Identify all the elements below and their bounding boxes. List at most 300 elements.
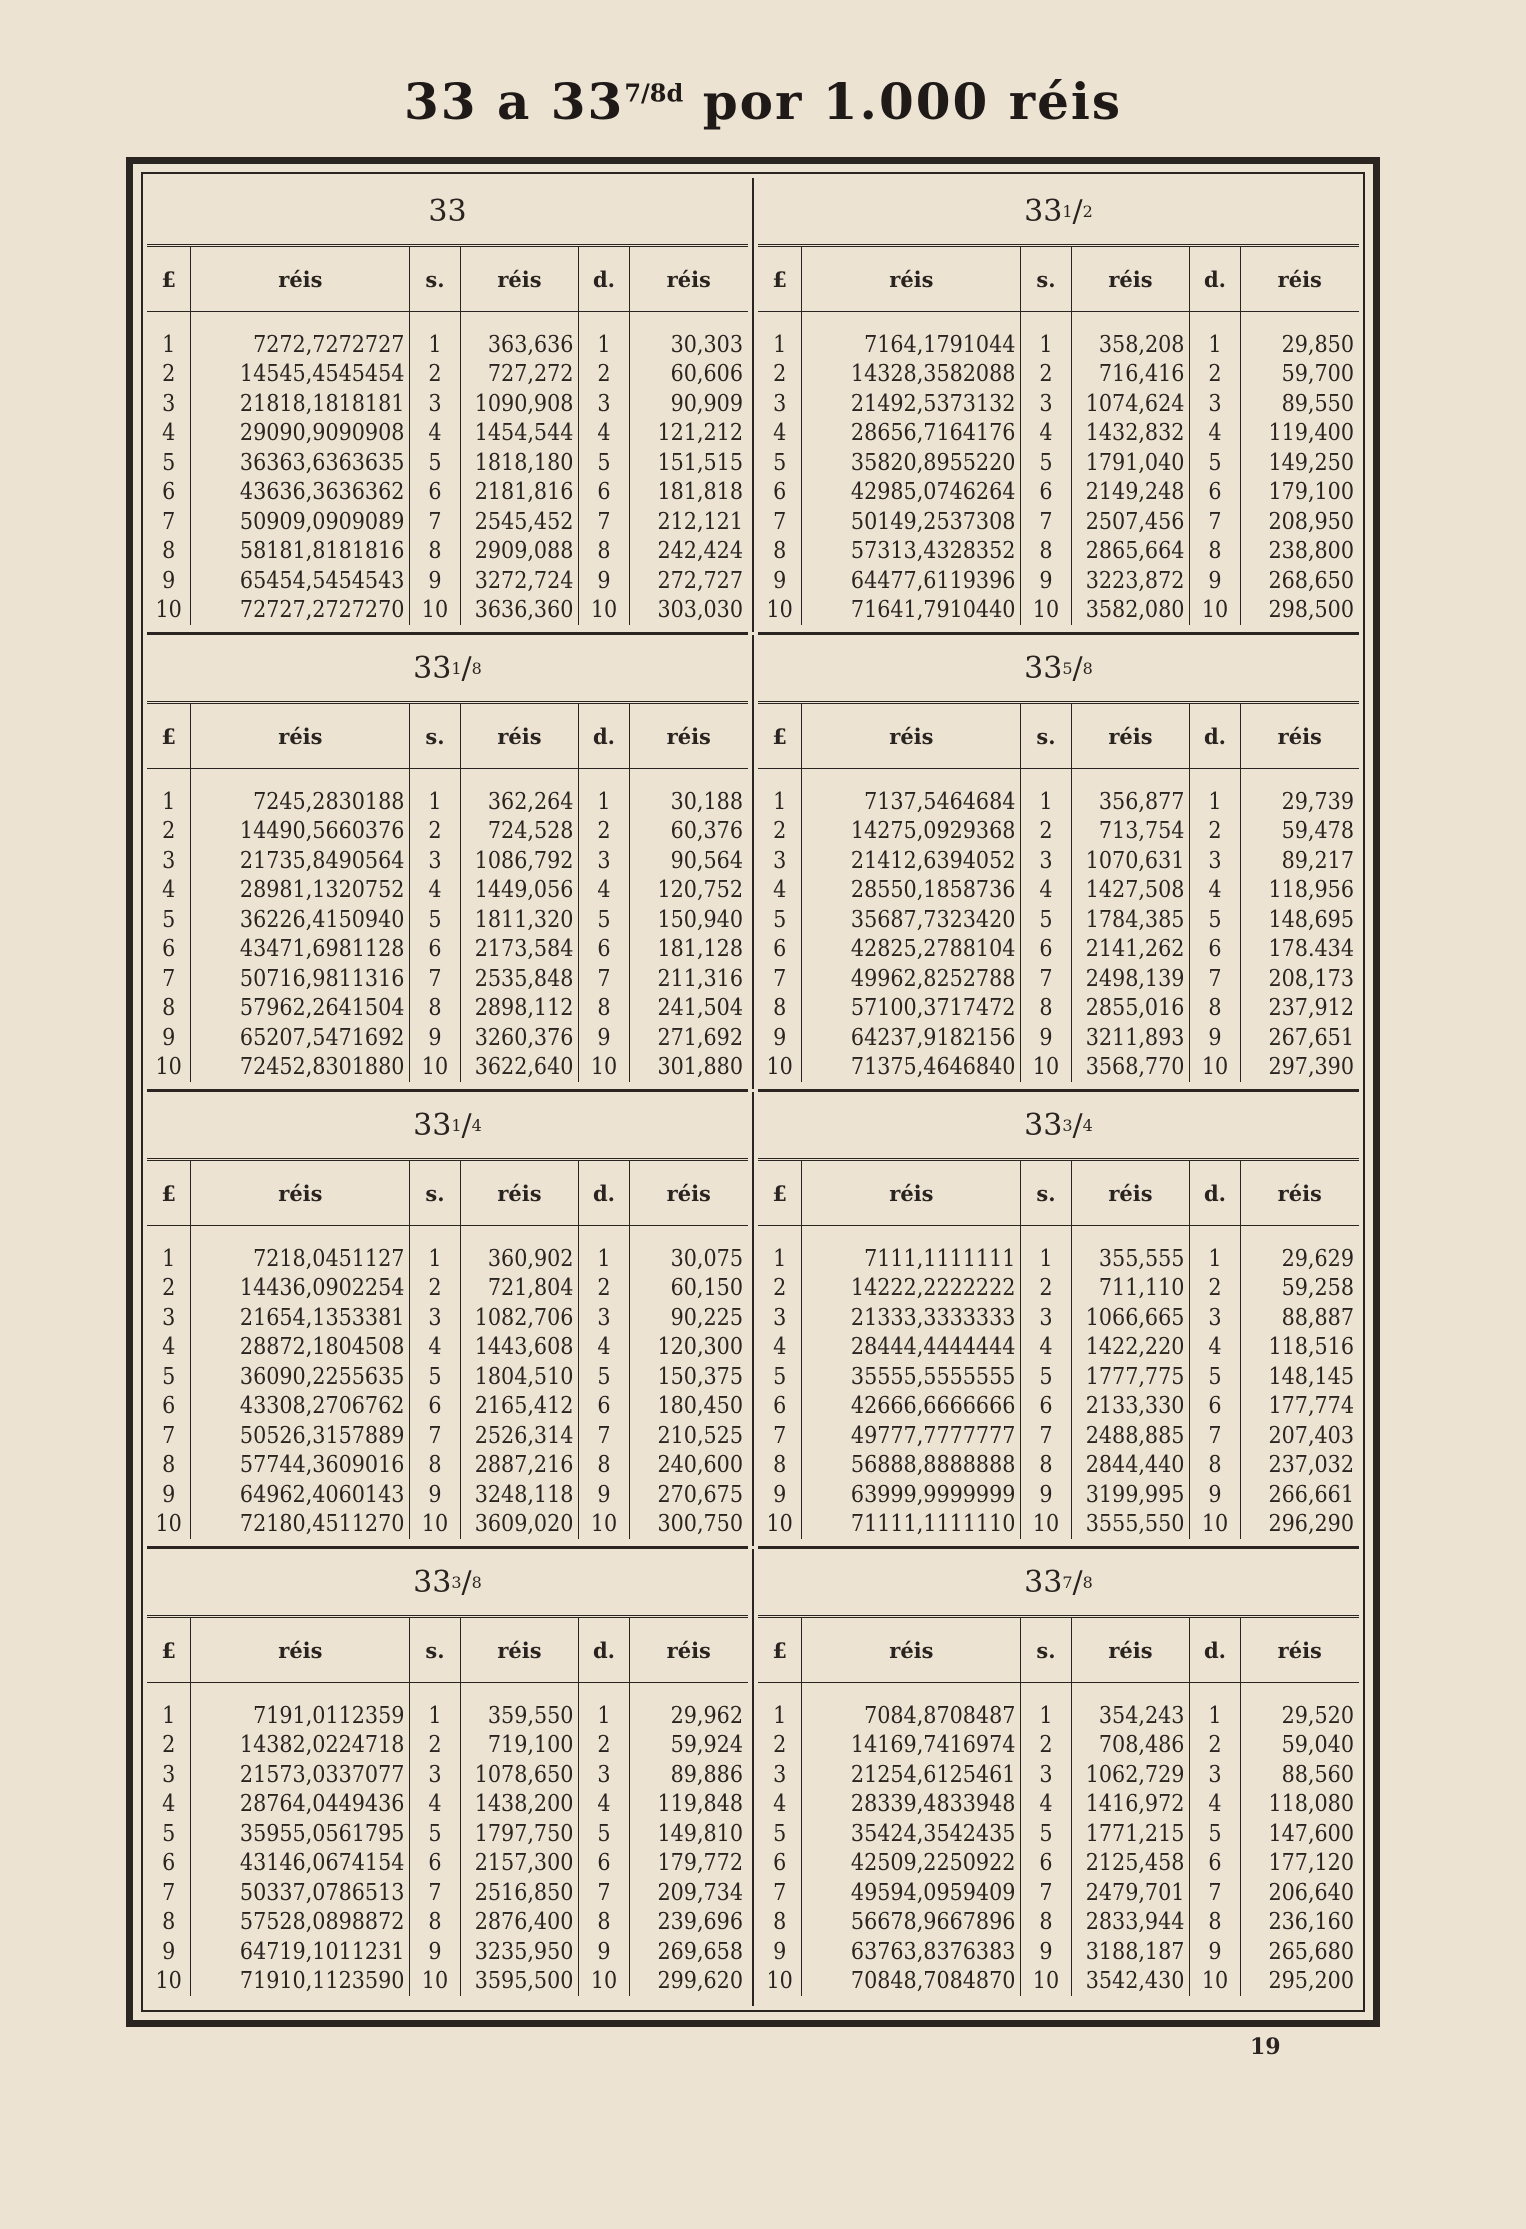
pence-count: 3	[579, 846, 629, 876]
table-row	[758, 905, 1359, 935]
pound-value: 64477,6119396	[802, 566, 1021, 596]
pound-count: 5	[758, 448, 802, 478]
table-row	[758, 1362, 1359, 1392]
table-row	[147, 1683, 748, 1731]
pence-value: 59,040	[1281, 1732, 1354, 1759]
reis-header: réis	[629, 704, 748, 769]
shilling-count: 7	[410, 1878, 460, 1908]
pound-value: 35955,0561795	[191, 1819, 410, 1849]
shilling-value: 3260,376	[460, 1023, 579, 1053]
rate-value: 33	[1024, 650, 1063, 686]
table-row	[147, 1819, 748, 1849]
pence-value: 241,504	[657, 995, 743, 1022]
table-row	[758, 1226, 1359, 1274]
pence-count: 1	[579, 1683, 629, 1731]
pound-count: 8	[758, 537, 802, 567]
table-row	[147, 1226, 748, 1274]
pound-value: 14545,4545454	[191, 360, 410, 390]
pound-count: 2	[758, 817, 802, 847]
pence-value: 29,850	[1281, 331, 1354, 358]
shilling-count: 7	[410, 1421, 460, 1451]
table-row	[147, 817, 748, 847]
table-row	[758, 1480, 1359, 1510]
rate-value: 33	[413, 1107, 452, 1143]
pound-count: 7	[758, 964, 802, 994]
shilling-header: s.	[410, 247, 460, 312]
pound-value: 21333,3333333	[802, 1303, 1021, 1333]
rate-heading	[758, 178, 1359, 247]
pound-count: 3	[147, 1303, 191, 1333]
shilling-value: 3272,724	[460, 566, 579, 596]
table-row	[758, 1937, 1359, 1967]
pence-count: 3	[579, 1303, 629, 1333]
table-row	[758, 1274, 1359, 1304]
pence-count: 5	[579, 1819, 629, 1849]
pound-value: 71375,4646840	[802, 1053, 1021, 1083]
shilling-count: 6	[410, 935, 460, 965]
pence-count: 8	[1190, 1451, 1240, 1481]
pence-count: 9	[579, 1023, 629, 1053]
shilling-value: 355,555	[1071, 1226, 1190, 1274]
reis-header: réis	[460, 704, 579, 769]
shilling-count: 2	[1021, 1731, 1071, 1761]
rate-fraction: 1	[451, 1115, 462, 1135]
pence-value: 149,810	[657, 1820, 743, 1847]
pound-value: 35687,7323420	[802, 905, 1021, 935]
shilling-value: 3582,080	[1071, 596, 1190, 626]
pence-count: 5	[1190, 1362, 1240, 1392]
pound-value: 72452,8301880	[191, 1053, 410, 1083]
shilling-value: 1090,908	[460, 389, 579, 419]
shilling-count: 2	[1021, 817, 1071, 847]
pound-count: 6	[758, 1849, 802, 1879]
pence-value: 90,225	[670, 1304, 743, 1331]
pence-count: 1	[579, 312, 629, 360]
shilling-value: 721,804	[460, 1274, 579, 1304]
pence-count: 2	[1190, 1274, 1240, 1304]
shilling-value: 716,416	[1071, 360, 1190, 390]
pound-count: 8	[147, 1451, 191, 1481]
shilling-value: 1086,792	[460, 846, 579, 876]
shilling-count: 6	[410, 478, 460, 508]
table-row	[147, 1967, 748, 1997]
shilling-value: 1416,972	[1071, 1790, 1190, 1820]
pound-value: 64719,1011231	[191, 1937, 410, 1967]
reis-header: réis	[1240, 247, 1359, 312]
pound-value: 70848,7084870	[802, 1967, 1021, 1997]
rate-fraction-slash: /	[461, 1564, 472, 1600]
pence-header: d.	[579, 247, 629, 312]
table-row	[758, 1760, 1359, 1790]
pound-value: 28872,1804508	[191, 1333, 410, 1363]
table-row	[147, 1849, 748, 1879]
pound-count: 1	[758, 312, 802, 360]
pence-header: d.	[1190, 1618, 1240, 1683]
table-row	[147, 1451, 748, 1481]
shilling-value: 1784,385	[1071, 905, 1190, 935]
table-row	[758, 1053, 1359, 1083]
shilling-count: 4	[1021, 419, 1071, 449]
pence-value: 90,564	[670, 847, 743, 874]
pence-count: 7	[1190, 1878, 1240, 1908]
pence-value: 120,300	[657, 1334, 743, 1361]
shilling-count: 1	[410, 769, 460, 817]
shilling-count: 1	[410, 1683, 460, 1731]
pound-value: 14169,7416974	[802, 1731, 1021, 1761]
pence-count: 5	[1190, 448, 1240, 478]
pound-count: 7	[147, 1421, 191, 1451]
reis-header: réis	[1071, 704, 1190, 769]
table-row	[147, 448, 748, 478]
rate-fraction-slash: /	[1072, 193, 1083, 229]
shilling-value: 1797,750	[460, 1819, 579, 1849]
pence-count: 7	[579, 1878, 629, 1908]
shilling-header: s.	[1021, 704, 1071, 769]
reis-header: réis	[191, 1618, 410, 1683]
pound-count: 8	[758, 994, 802, 1024]
pence-header: d.	[579, 1161, 629, 1226]
pence-value: 267,651	[1268, 1024, 1354, 1051]
pence-count: 7	[1190, 507, 1240, 537]
pound-value: 21412,6394052	[802, 846, 1021, 876]
shilling-value: 711,110	[1071, 1274, 1190, 1304]
table-row	[758, 448, 1359, 478]
pence-value: 60,606	[670, 361, 743, 388]
conversion-table	[147, 1161, 748, 1539]
pence-value: 177,120	[1268, 1850, 1354, 1877]
pound-value: 64237,9182156	[802, 1023, 1021, 1053]
pence-header: d.	[579, 704, 629, 769]
pound-count: 2	[147, 1731, 191, 1761]
pound-value: 7111,1111111	[802, 1226, 1021, 1274]
pence-count: 8	[579, 537, 629, 567]
shilling-value: 356,877	[1071, 769, 1190, 817]
rate-fraction-slash: /	[1072, 1107, 1083, 1143]
pound-value: 36226,4150940	[191, 905, 410, 935]
shilling-value: 1432,832	[1071, 419, 1190, 449]
pound-count: 7	[147, 964, 191, 994]
pence-count: 3	[579, 1760, 629, 1790]
pound-value: 72180,4511270	[191, 1510, 410, 1540]
pence-count: 10	[579, 1967, 629, 1997]
pence-value: 150,375	[657, 1363, 743, 1390]
table-row	[758, 537, 1359, 567]
table-row	[147, 1908, 748, 1938]
pound-count: 9	[758, 1023, 802, 1053]
table-row	[147, 1421, 748, 1451]
table-row	[147, 1878, 748, 1908]
rate-fraction: 1	[451, 658, 462, 678]
pound-count: 5	[758, 1819, 802, 1849]
pound-count: 10	[147, 596, 191, 626]
pence-value: 268,650	[1268, 567, 1354, 594]
rate-fraction-denominator: 4	[1082, 1115, 1093, 1135]
shilling-count: 1	[1021, 769, 1071, 817]
table-row	[147, 1362, 748, 1392]
pound-count: 7	[758, 1878, 802, 1908]
rate-block	[147, 1092, 748, 1549]
shilling-value: 1818,180	[460, 448, 579, 478]
reis-header: réis	[1071, 247, 1190, 312]
table-row	[147, 419, 748, 449]
shilling-value: 3555,550	[1071, 1510, 1190, 1540]
pence-header: d.	[1190, 1161, 1240, 1226]
shilling-count: 10	[1021, 1053, 1071, 1083]
shilling-value: 1062,729	[1071, 1760, 1190, 1790]
pence-count: 8	[1190, 1908, 1240, 1938]
pence-count: 8	[579, 994, 629, 1024]
pence-count: 6	[579, 478, 629, 508]
pence-value: 237,912	[1268, 995, 1354, 1022]
pence-count: 6	[1190, 935, 1240, 965]
shilling-value: 3609,020	[460, 1510, 579, 1540]
pence-count: 2	[579, 1731, 629, 1761]
pound-count: 7	[147, 1878, 191, 1908]
pound-value: 7164,1791044	[802, 312, 1021, 360]
pence-count: 2	[1190, 817, 1240, 847]
pence-value: 89,886	[670, 1761, 743, 1788]
pence-value: 237,032	[1268, 1452, 1354, 1479]
pence-count: 7	[1190, 964, 1240, 994]
pence-count: 5	[1190, 905, 1240, 935]
shilling-count: 10	[410, 596, 460, 626]
table-row	[147, 964, 748, 994]
rate-value: 33	[428, 193, 467, 229]
pence-count: 1	[579, 1226, 629, 1274]
column-divider	[752, 1549, 754, 2006]
reis-header: réis	[1240, 1161, 1359, 1226]
pence-count: 10	[1190, 1967, 1240, 1997]
pound-value: 36363,6363635	[191, 448, 410, 478]
shilling-count: 9	[1021, 1023, 1071, 1053]
shilling-count: 3	[1021, 389, 1071, 419]
conversion-table	[758, 1161, 1359, 1539]
pound-count: 10	[758, 596, 802, 626]
pence-value: 147,600	[1268, 1820, 1354, 1847]
shilling-value: 3248,118	[460, 1480, 579, 1510]
pence-value: 295,200	[1268, 1968, 1354, 1995]
conversion-table	[758, 1618, 1359, 1996]
shilling-count: 10	[1021, 1510, 1071, 1540]
rate-fraction-slash: /	[1072, 1564, 1083, 1600]
reis-header: réis	[802, 704, 1021, 769]
pound-header: £	[147, 1161, 191, 1226]
pound-value: 72727,2727270	[191, 596, 410, 626]
shilling-value: 3595,500	[460, 1967, 579, 1997]
shilling-count: 5	[1021, 448, 1071, 478]
shilling-count: 4	[410, 1790, 460, 1820]
pound-count: 9	[147, 1937, 191, 1967]
pound-count: 3	[758, 389, 802, 419]
pound-count: 3	[758, 1760, 802, 1790]
column-divider	[752, 178, 754, 632]
pound-value: 29090,9090908	[191, 419, 410, 449]
shilling-count: 5	[410, 1362, 460, 1392]
table-row	[758, 1731, 1359, 1761]
shilling-value: 3542,430	[1071, 1967, 1190, 1997]
pound-count: 9	[147, 1480, 191, 1510]
pound-value: 58181,8181816	[191, 537, 410, 567]
rate-fraction: 3	[1062, 1115, 1073, 1135]
pence-value: 120,752	[657, 877, 743, 904]
rate-fraction-denominator: 8	[1082, 1572, 1093, 1592]
pound-value: 28339,4833948	[802, 1790, 1021, 1820]
rate-block	[147, 1549, 748, 2006]
page-title	[0, 72, 1526, 131]
pound-count: 4	[147, 1790, 191, 1820]
pound-count: 3	[147, 846, 191, 876]
conversion-grid	[147, 178, 1359, 2006]
pence-count: 5	[579, 448, 629, 478]
rate-value: 33	[1024, 1107, 1063, 1143]
shilling-value: 2865,664	[1071, 537, 1190, 567]
shilling-count: 6	[1021, 478, 1071, 508]
pound-count: 3	[147, 389, 191, 419]
pound-count: 1	[147, 1683, 191, 1731]
pence-count: 2	[579, 360, 629, 390]
pound-value: 14490,5660376	[191, 817, 410, 847]
pound-value: 7191,0112359	[191, 1683, 410, 1731]
pound-value: 35424,3542435	[802, 1819, 1021, 1849]
shilling-value: 2479,701	[1071, 1878, 1190, 1908]
shilling-header: s.	[410, 1618, 460, 1683]
pence-value: 59,258	[1281, 1275, 1354, 1302]
conversion-table	[758, 704, 1359, 1082]
shilling-count: 4	[410, 419, 460, 449]
table-row	[758, 1303, 1359, 1333]
shilling-count: 2	[410, 360, 460, 390]
table-row	[758, 1510, 1359, 1540]
shilling-value: 2516,850	[460, 1878, 579, 1908]
shilling-count: 7	[1021, 1878, 1071, 1908]
pence-value: 206,640	[1268, 1879, 1354, 1906]
shilling-count: 2	[410, 1731, 460, 1761]
reis-header: réis	[460, 1618, 579, 1683]
shilling-value: 3211,893	[1071, 1023, 1190, 1053]
pound-header: £	[758, 1161, 802, 1226]
pence-count: 1	[1190, 769, 1240, 817]
pence-value: 89,217	[1281, 847, 1354, 874]
rate-fraction-slash: /	[461, 1107, 472, 1143]
pence-value: 59,700	[1281, 361, 1354, 388]
pound-count: 9	[758, 1937, 802, 1967]
shilling-count: 1	[410, 312, 460, 360]
pence-count: 9	[1190, 1023, 1240, 1053]
reis-header: réis	[460, 1161, 579, 1226]
pence-header: d.	[1190, 704, 1240, 769]
pound-count: 5	[147, 905, 191, 935]
pound-header: £	[758, 704, 802, 769]
pound-header: £	[758, 1618, 802, 1683]
pound-count: 4	[758, 1790, 802, 1820]
pence-count: 6	[1190, 1392, 1240, 1422]
pound-count: 2	[758, 1731, 802, 1761]
pence-count: 10	[579, 1510, 629, 1540]
pound-count: 7	[758, 507, 802, 537]
shilling-value: 2855,016	[1071, 994, 1190, 1024]
table-row	[758, 846, 1359, 876]
pence-count: 4	[579, 1790, 629, 1820]
shilling-count: 5	[1021, 1819, 1071, 1849]
table-row	[758, 1878, 1359, 1908]
shilling-value: 1804,510	[460, 1362, 579, 1392]
shilling-count: 8	[410, 537, 460, 567]
shilling-count: 1	[1021, 1683, 1071, 1731]
pence-count: 9	[579, 566, 629, 596]
pence-value: 121,212	[657, 420, 743, 447]
shilling-count: 10	[1021, 1967, 1071, 1997]
pence-count: 7	[1190, 1421, 1240, 1451]
pound-count: 1	[147, 1226, 191, 1274]
rate-heading	[758, 1549, 1359, 1618]
table-row	[147, 935, 748, 965]
pound-value: 57528,0898872	[191, 1908, 410, 1938]
shilling-count: 2	[1021, 1274, 1071, 1304]
rate-fraction-denominator: 8	[471, 1572, 482, 1592]
table-row	[758, 1967, 1359, 1997]
rate-fraction-slash: /	[461, 650, 472, 686]
page-number: 19	[1250, 2034, 1281, 2060]
rate-fraction: 7	[1062, 1572, 1073, 1592]
table-row	[758, 1849, 1359, 1879]
pence-value: 271,692	[657, 1024, 743, 1051]
pence-count: 4	[1190, 876, 1240, 906]
pound-count: 10	[758, 1053, 802, 1083]
table-row	[758, 964, 1359, 994]
pence-count: 3	[1190, 1760, 1240, 1790]
pound-value: 71641,7910440	[802, 596, 1021, 626]
pound-count: 6	[147, 935, 191, 965]
table-row	[147, 1480, 748, 1510]
shilling-count: 8	[1021, 1451, 1071, 1481]
shilling-count: 10	[410, 1053, 460, 1083]
pound-count: 9	[147, 1023, 191, 1053]
pound-value: 71910,1123590	[191, 1967, 410, 1997]
pence-count: 1	[1190, 312, 1240, 360]
shilling-value: 2844,440	[1071, 1451, 1190, 1481]
shilling-value: 1066,665	[1071, 1303, 1190, 1333]
pence-count: 2	[1190, 360, 1240, 390]
table-row	[147, 1760, 748, 1790]
shilling-count: 3	[410, 1760, 460, 1790]
table-row	[147, 769, 748, 817]
shilling-value: 2833,944	[1071, 1908, 1190, 1938]
shilling-count: 10	[410, 1510, 460, 1540]
pence-count: 7	[579, 507, 629, 537]
pound-value: 57962,2641504	[191, 994, 410, 1024]
shilling-value: 1078,650	[460, 1760, 579, 1790]
pence-value: 242,424	[657, 538, 743, 565]
pound-value: 28656,7164176	[802, 419, 1021, 449]
shilling-count: 7	[410, 507, 460, 537]
pence-value: 210,525	[657, 1422, 743, 1449]
reis-header: réis	[629, 1618, 748, 1683]
pound-count: 4	[147, 876, 191, 906]
shilling-count: 4	[1021, 876, 1071, 906]
pound-count: 8	[147, 994, 191, 1024]
pence-count: 6	[579, 935, 629, 965]
pence-count: 9	[579, 1480, 629, 1510]
pound-value: 43146,0674154	[191, 1849, 410, 1879]
pence-count: 10	[1190, 1053, 1240, 1083]
shilling-count: 3	[1021, 846, 1071, 876]
shilling-count: 5	[410, 905, 460, 935]
pound-count: 4	[758, 1333, 802, 1363]
table-row	[758, 478, 1359, 508]
pence-value: 298,500	[1268, 597, 1354, 624]
pound-value: 49594,0959409	[802, 1878, 1021, 1908]
pence-value: 30,303	[670, 331, 743, 358]
